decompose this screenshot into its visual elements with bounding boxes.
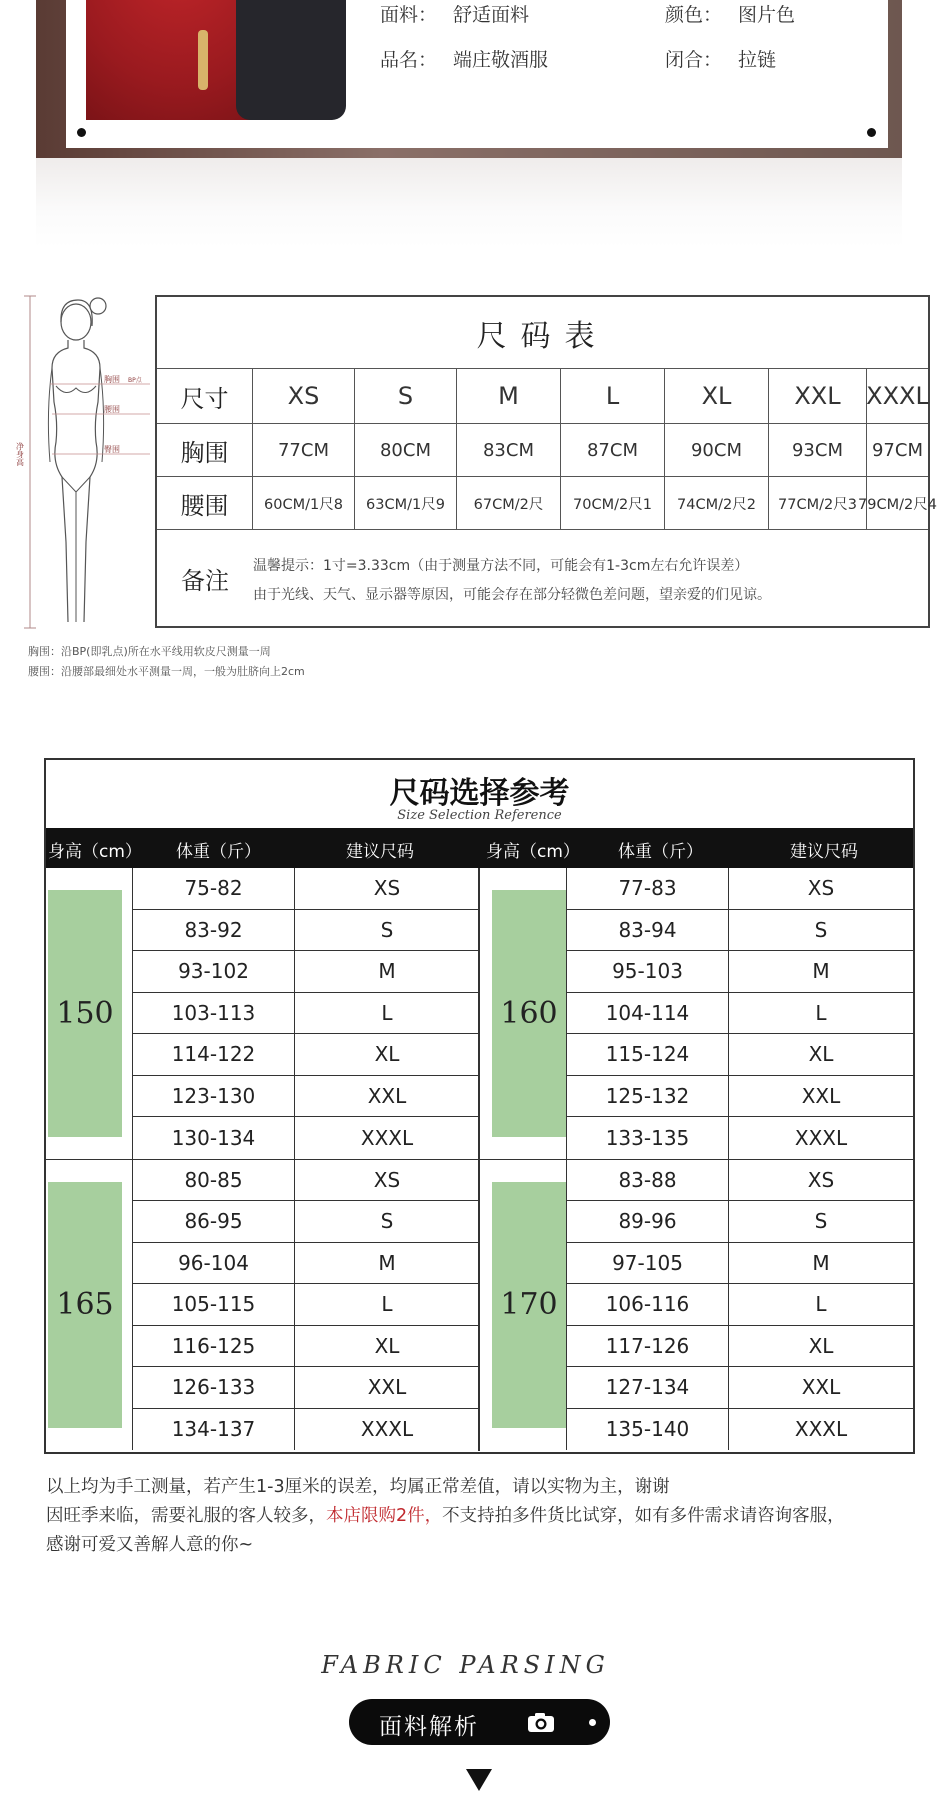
weight-cell: 134-137 <box>132 1409 294 1451</box>
size-cell: XL <box>294 1034 479 1075</box>
size-cell: 80CM <box>355 424 457 476</box>
weight-cell: 75-82 <box>132 868 294 909</box>
weight-cell: 86-95 <box>132 1201 294 1242</box>
size-cell: 97CM <box>871 439 923 461</box>
corner-dot <box>77 128 86 137</box>
size-cell: XS <box>294 1160 479 1201</box>
weight-cell: 95-103 <box>566 951 728 992</box>
table-row <box>566 1409 913 1451</box>
weight-cell: 115-124 <box>566 1034 728 1075</box>
height-group-165: 165 <box>48 1182 122 1429</box>
size-cell: XL <box>728 1034 913 1075</box>
size-header-row <box>157 369 928 424</box>
selection-subtitle: Size Selection Reference <box>397 808 562 823</box>
purchase-limit: 本店限购2件， <box>326 1506 443 1526</box>
height-group-160: 160 <box>492 890 566 1137</box>
size-chart-title: 尺码表 <box>157 297 928 369</box>
table-row <box>132 1367 479 1409</box>
table-row <box>566 1243 913 1285</box>
size-cell: M <box>294 1243 479 1284</box>
closure-label: 闭合： <box>665 49 723 71</box>
bust-note: 胸围：沿BP(即乳点)所在水平线用软皮尺测量一周 <box>28 645 271 658</box>
size-cell: 70CM/2尺1 <box>561 477 665 529</box>
notice-line: 以上均为手工测量，若产生1-3厘米的误差，均属正常差值，请以实物为主，谢谢 <box>46 1477 670 1497</box>
size-cell: XXL <box>728 1076 913 1117</box>
selection-title: 尺码选择参考 <box>389 776 570 811</box>
size-cell: M <box>457 369 561 423</box>
size-cell: XS <box>728 1160 913 1201</box>
size-cell: 93CM <box>769 424 867 476</box>
remark-line: 温馨提示：1寸=3.33cm（由于测量方法不同，可能会有1-3cm左右允许误差） <box>253 558 749 574</box>
table-row <box>566 951 913 993</box>
weight-cell: 135-140 <box>566 1409 728 1451</box>
weight-cell: 127-134 <box>566 1367 728 1408</box>
body-measurement-figure <box>16 292 156 632</box>
remark-label: 备注 <box>181 566 229 595</box>
bust-label: 胸围 <box>104 375 120 384</box>
table-row <box>132 1034 479 1076</box>
size-cell: XXXL <box>728 1117 913 1159</box>
size-selection-reference <box>44 758 915 1454</box>
size-cell: XS <box>294 868 479 909</box>
size-cell: S <box>294 1201 479 1242</box>
table-row <box>132 1326 479 1368</box>
size-chart <box>155 295 937 628</box>
weight-cell: 80-85 <box>132 1160 294 1201</box>
table-row <box>132 868 479 910</box>
table-row <box>566 1367 913 1409</box>
weight-cell: 105-115 <box>132 1284 294 1325</box>
weight-cell: 77-83 <box>566 868 728 909</box>
size-cell: XS <box>728 868 913 909</box>
size-cell: XXXL <box>728 1409 913 1451</box>
weight-cell: 93-102 <box>132 951 294 992</box>
remark-text <box>253 530 771 626</box>
table-row <box>132 910 479 952</box>
remark-line: 由于光线、天气、显示器等原因，可能会存在部分轻微色差问题，望亲爱的们见谅。 <box>253 587 771 603</box>
name-label: 品名： <box>380 49 438 71</box>
divider <box>46 1159 913 1161</box>
size-cell: 83CM <box>457 424 561 476</box>
size-cell: 63CM/1尺9 <box>355 477 457 529</box>
header-size: 建议尺码 <box>790 842 858 862</box>
color-value: 图片色 <box>738 4 796 26</box>
notice-line <box>46 1502 845 1531</box>
fabric-parsing-title: FABRIC PARSING <box>321 1651 610 1679</box>
notice-line: 感谢可爱又善解人意的你~ <box>46 1535 254 1555</box>
size-cell: XXL <box>294 1076 479 1117</box>
table-row <box>566 910 913 952</box>
weight-cell: 123-130 <box>132 1076 294 1117</box>
table-row <box>132 1076 479 1118</box>
header-size: 建议尺码 <box>346 842 414 862</box>
weight-cell: 83-94 <box>566 910 728 951</box>
weight-cell: 104-114 <box>566 993 728 1034</box>
table-row <box>132 1117 479 1159</box>
size-cell: XXL <box>769 369 867 423</box>
bp-label: BP点 <box>128 377 142 384</box>
weight-cell: 103-113 <box>132 993 294 1034</box>
size-cell: XXXL <box>866 382 929 410</box>
table-row <box>566 1034 913 1076</box>
row-label: 胸围 <box>157 424 253 476</box>
header-weight: 体重（斤） <box>176 842 261 862</box>
fabric-label: 面料： <box>380 4 438 26</box>
weight-cell: 83-92 <box>132 910 294 951</box>
height-group-170: 170 <box>492 1182 566 1429</box>
corner-dot <box>867 128 876 137</box>
size-cell: XXXL <box>294 1409 479 1451</box>
weight-cell: 125-132 <box>566 1076 728 1117</box>
closure-value: 拉链 <box>738 49 777 71</box>
size-cell: L <box>561 369 665 423</box>
size-cell: XL <box>665 369 769 423</box>
arrow-down-icon <box>466 1769 492 1791</box>
fabric-value: 舒适面料 <box>453 4 530 26</box>
height-group-150: 150 <box>48 890 122 1137</box>
table-row <box>566 1117 913 1159</box>
size-cell: 60CM/1尺8 <box>253 477 355 529</box>
hip-label: 臀围 <box>104 445 120 454</box>
size-cell: 79CM/2尺4 <box>858 496 937 513</box>
table-row <box>132 951 479 993</box>
row-label: 尺寸 <box>157 369 253 423</box>
table-row <box>566 1201 913 1243</box>
table-row <box>132 1160 479 1202</box>
header-height: 身高（cm） <box>486 842 580 862</box>
notice-text <box>46 1473 845 1560</box>
size-cell: 74CM/2尺2 <box>665 477 769 529</box>
size-cell: L <box>728 993 913 1034</box>
table-row <box>132 1201 479 1243</box>
header-height: 身高（cm） <box>48 842 142 862</box>
table-row <box>566 993 913 1035</box>
weight-cell: 116-125 <box>132 1326 294 1367</box>
weight-cell: 106-116 <box>566 1284 728 1325</box>
size-cell: XXL <box>728 1367 913 1408</box>
notice-segment: 不支持拍多件货比试穿，如有多件需求请咨询客服， <box>442 1506 845 1526</box>
table-row <box>566 1326 913 1368</box>
dot-icon <box>589 1719 596 1726</box>
size-cell: L <box>294 1284 479 1325</box>
shadow-band <box>36 158 902 248</box>
bust-row <box>157 424 928 477</box>
size-cell: M <box>728 1243 913 1284</box>
product-photo <box>86 0 318 120</box>
weight-cell: 130-134 <box>132 1117 294 1159</box>
size-cell: L <box>728 1284 913 1325</box>
size-cell: M <box>294 951 479 992</box>
size-cell: L <box>294 993 479 1034</box>
weight-cell: 114-122 <box>132 1034 294 1075</box>
weight-cell: 133-135 <box>566 1117 728 1159</box>
size-cell: XS <box>253 369 355 423</box>
name-value: 端庄敬酒服 <box>453 49 549 71</box>
table-row <box>566 1160 913 1202</box>
waist-note: 腰围：沿腰部最细处水平测量一周，一般为肚脐向上2cm <box>28 665 305 678</box>
size-cell: XXXL <box>294 1117 479 1159</box>
size-cell: 77CM <box>253 424 355 476</box>
table-row <box>566 1284 913 1326</box>
weight-cell: 97-105 <box>566 1243 728 1284</box>
table-row <box>132 1284 479 1326</box>
size-cell: 90CM <box>665 424 769 476</box>
height-label: 净身高 <box>15 442 25 466</box>
size-cell: XXL <box>294 1367 479 1408</box>
table-row <box>132 993 479 1035</box>
waist-row <box>157 477 937 530</box>
size-cell: XL <box>728 1326 913 1367</box>
camera-icon <box>527 1712 555 1733</box>
fabric-analysis-label: 面料解析 <box>379 1714 479 1740</box>
size-cell: M <box>728 951 913 992</box>
waist-label: 腰围 <box>104 405 120 414</box>
size-cell: S <box>294 910 479 951</box>
size-cell: S <box>355 369 457 423</box>
weight-cell: 89-96 <box>566 1201 728 1242</box>
weight-cell: 126-133 <box>132 1367 294 1408</box>
table-row <box>132 1409 479 1451</box>
size-cell: S <box>728 910 913 951</box>
notice-segment: 因旺季来临，需要礼服的客人较多， <box>46 1506 326 1526</box>
header-weight: 体重（斤） <box>618 842 703 862</box>
row-label: 腰围 <box>157 477 253 529</box>
weight-cell: 83-88 <box>566 1160 728 1201</box>
fabric-analysis-button[interactable] <box>349 1699 610 1745</box>
size-cell: 87CM <box>561 424 665 476</box>
table-row <box>566 1076 913 1118</box>
size-cell: 67CM/2尺 <box>457 477 561 529</box>
size-cell: 77CM/2尺3 <box>769 477 867 529</box>
weight-cell: 96-104 <box>132 1243 294 1284</box>
selection-header <box>46 828 913 868</box>
remark-row <box>157 530 928 626</box>
table-row <box>566 868 913 910</box>
size-cell: S <box>728 1201 913 1242</box>
color-label: 颜色： <box>665 4 723 26</box>
table-row <box>132 1243 479 1285</box>
weight-cell: 117-126 <box>566 1326 728 1367</box>
size-cell: XL <box>294 1326 479 1367</box>
